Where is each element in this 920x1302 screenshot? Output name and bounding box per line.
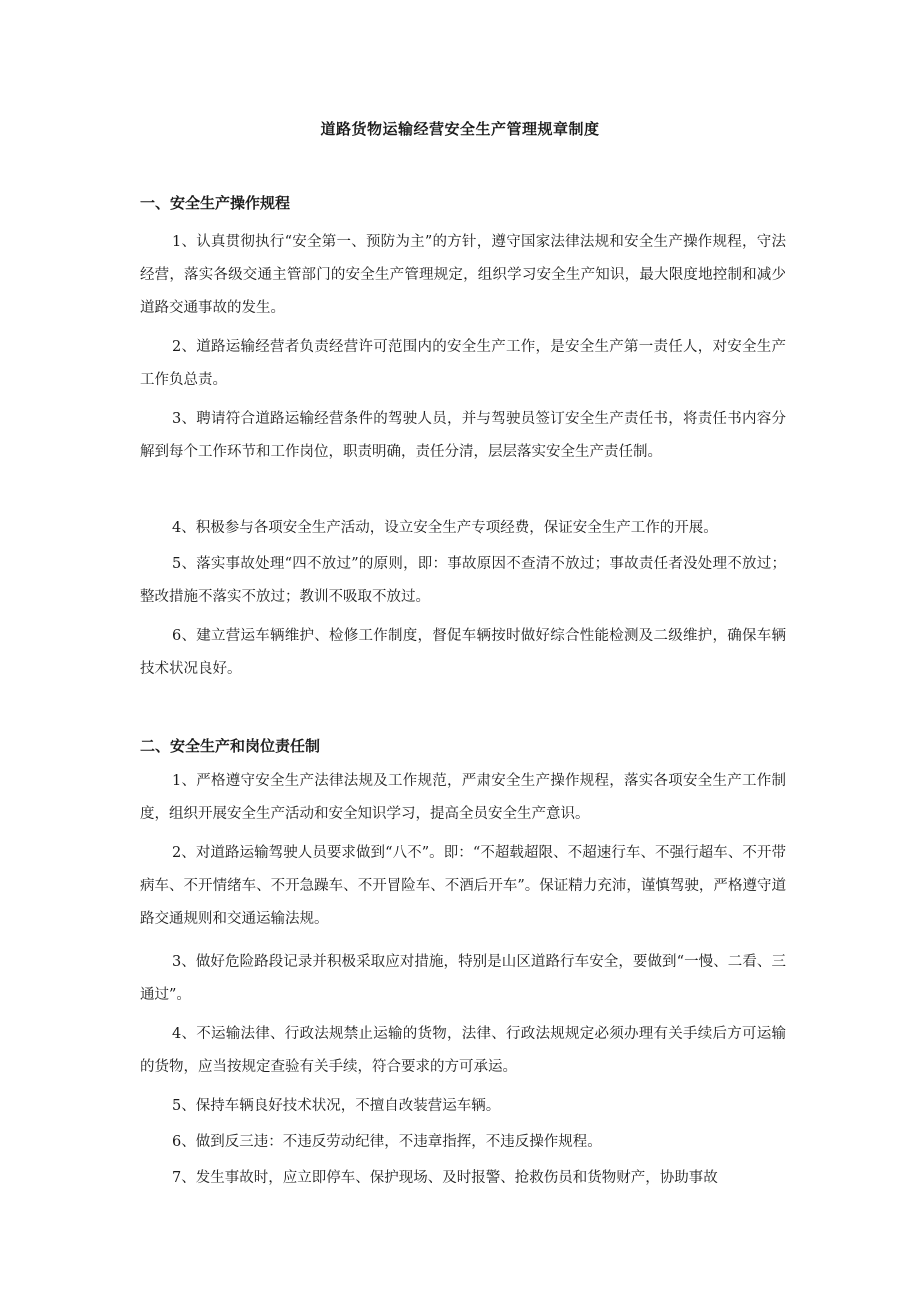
- section-2-paragraph-5: 5、保持车辆良好技术状况，不擅自改装营运车辆。: [172, 1098, 501, 1114]
- section-1-paragraph-1: 1、认真贯彻执行“安全第一、预防为主”的方针，遵守国家法律法规和安全生产操作规程，守法经营，落实各级交通主管部门的安全生产管理规定，组织学习安全生产知识，最大限度地控制和减少道路交通事故的发生。: [140, 234, 786, 316]
- section-2-paragraph-6: 6、做到反三违：不违反劳动纪律，不违章指挥，不违反操作规程。: [172, 1134, 602, 1150]
- section-1-paragraph-6: 6、建立营运车辆维护、检修工作制度，督促车辆按时做好综合性能检测及二级维护，确保车辆技术状况良好。: [140, 628, 786, 677]
- section-1-paragraph-5: 5、落实事故处理“四不放过”的原则，即：事故原因不查清不放过；事故责任者没处理不放过；整改措施不落实不放过；教训不吸取不放过。: [140, 556, 786, 605]
- section-2-paragraph-1: 1、严格遵守安全生产法律法规及工作规范，严肃安全生产操作规程，落实各项安全生产工作制度，组织开展安全生产活动和安全知识学习，提高全员安全生产意识。: [140, 773, 786, 822]
- section-2-paragraph-4: 4、不运输法律、行政法规禁止运输的货物，法律、行政法规规定必须办理有关手续后方可运输的货物，应当按规定查验有关手续，符合要求的方可承运。: [140, 1026, 786, 1075]
- section-heading-2: 二、安全生产和岗位责任制: [140, 737, 321, 755]
- section-2-paragraph-2: 2、对道路运输驾驶人员要求做到“八不”。即：“不超载超限、不超速行车、不强行超车、不开带病车、不开情绪车、不开急躁车、不开冒险车、不酒后开车”。保证精力充沛，谨慎驾驶，严格遵守道路交通规则和交通运输法规。: [140, 845, 786, 927]
- section-2-paragraph-3: 3、做好危险路段记录并积极采取应对措施，特别是山区道路行车安全，要做到“一慢、二看、三通过”。: [140, 954, 786, 1003]
- section-1-paragraph-3: 3、聘请符合道路运输经营条件的驾驶人员，并与驾驶员签订安全生产责任书，将责任书内容分解到每个工作环节和工作岗位，职责明确，责任分清，层层落实安全生产责任制。: [140, 411, 786, 460]
- section-heading-1: 一、安全生产操作规程: [140, 194, 291, 212]
- section-1-paragraph-2: 2、道路运输经营者负责经营许可范围内的安全生产工作，是安全生产第一责任人，对安全生产工作负总责。: [140, 339, 786, 388]
- section-1-paragraph-4: 4、积极参与各项安全生产活动，设立安全生产专项经费，保证安全生产工作的开展。: [172, 520, 718, 536]
- document-title: 道路货物运输经营安全生产管理规章制度: [320, 120, 600, 138]
- section-2-paragraph-7: 7、发生事故时，应立即停车、保护现场、及时报警、抢救伤员和货物财产，协助事故: [172, 1170, 718, 1186]
